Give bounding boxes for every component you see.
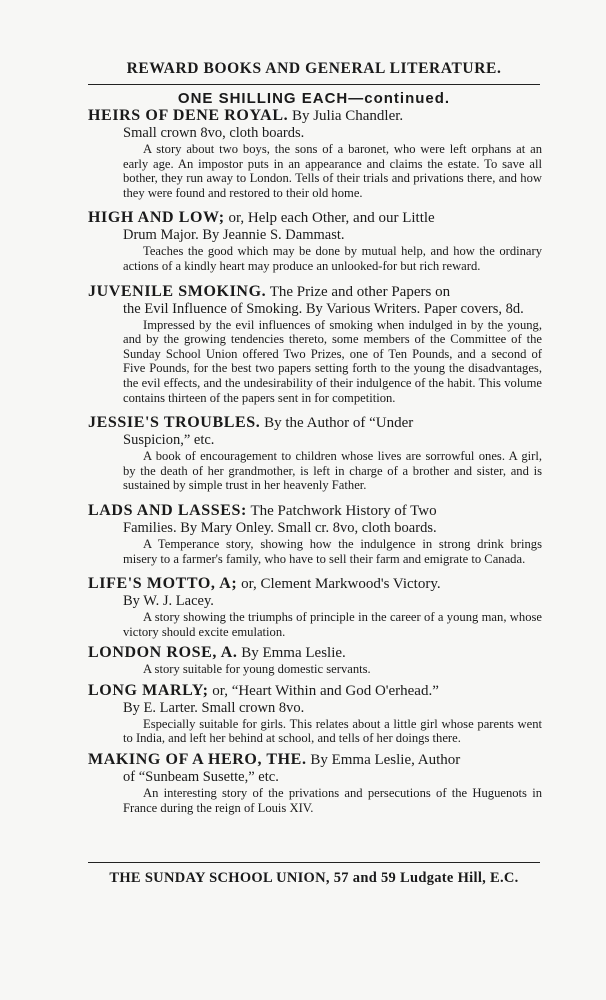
book-title: JESSIE'S TROUBLES. [88, 414, 261, 432]
book-description: A story about two boys, the sons of a baronet, who were left orphans at an early age. An impostor puts in an appearance and claims the estate. To save all bother, they run away to London. Tells of their trials and privations there, and how they were found and restored to their old home. [123, 142, 542, 200]
book-entry [88, 283, 542, 406]
book-title: HEIRS OF DENE ROYAL. [88, 107, 289, 124]
book-details: Drum Major. By Jeannie S. Dammast. [123, 227, 345, 244]
book-entry [88, 502, 542, 566]
book-details: Families. By Mary Onley. Small cr. 8vo, cloth boards. [123, 519, 437, 536]
book-title: LADS AND LASSES: [88, 501, 247, 519]
book-entry [88, 209, 542, 273]
book-list [88, 107, 542, 815]
book-title: LONDON ROSE, A. [88, 644, 238, 662]
book-description: Impressed by the evil influences of smoking when indulged in by the young, and by the growing tendencies thereto, some members of the Committee of the Sunday School Union offered Two Prizes, one of Ten Pounds, and a second of Five Pounds, for the best two papers setting forth to the young the disadvantages, the evil effects, and the undesirability of their indulgence of the habit. This volume contains thirteen of the papers sent in for competition. [123, 317, 542, 405]
book-entry [88, 414, 542, 493]
book-entry [88, 644, 542, 677]
book-entry [88, 751, 542, 815]
book-entry [88, 107, 542, 200]
book-details: the Evil Influence of Smoking. By Various Writers. Paper covers, 8d. [123, 300, 524, 317]
footer-rule [88, 862, 540, 863]
book-byline: By Julia Chandler. [291, 108, 404, 124]
book-details: Small crown 8vo, cloth boards. [123, 125, 305, 141]
book-details: By W. J. Lacey. [123, 593, 214, 610]
book-description: Especially suitable for girls. This relates about a little girl whose parents went to India, and left her behind at school, and tells of her doings there. [123, 716, 542, 746]
book-details: By E. Larter. Small crown 8vo. [123, 699, 305, 716]
book-byline: By Emma Leslie. [241, 645, 346, 662]
book-description: An interesting story of the privations and persecutions of the Huguenots in France during the reign of Louis XIV. [123, 786, 542, 815]
book-title: HIGH AND LOW; [88, 209, 225, 227]
book-byline: or, Clement Markwood's Victory. [241, 576, 441, 593]
book-byline: The Patchwork History of Two [250, 502, 437, 519]
book-title: MAKING OF A HERO, THE. [88, 751, 307, 769]
page-header: REWARD BOOKS AND GENERAL LITERATURE. [126, 60, 502, 77]
book-byline: The Prize and other Papers on [269, 283, 451, 300]
section-heading: ONE SHILLING EACH—continued. [177, 90, 451, 107]
book-title: JUVENILE SMOKING. [88, 282, 267, 300]
book-byline: or, Help each Other, and our Little [228, 210, 435, 227]
book-description: A story suitable for young domestic servants. [143, 662, 371, 677]
book-description: Teaches the good which may be done by mutual help, and how the ordinary actions of a kindly heart may produce an unlooked-for but rich reward. [123, 244, 542, 273]
book-entry [88, 575, 542, 639]
book-description: A Temperance story, showing how the indulgence in strong drink brings misery to a farmer's family, who have to sell their farm and emigrate to Canada. [123, 536, 542, 566]
book-byline: By Emma Leslie, Author [310, 752, 461, 769]
book-title: LONG MARLY; [88, 681, 209, 699]
book-description: A book of encouragement to children whose lives are sorrowful ones. A girl, by the death of her grandmother, is left in charge of a brother and sister, and is sustained by simple trust in her heavenly Father. [123, 449, 542, 493]
book-entry [88, 682, 542, 746]
book-details: of “Sunbeam Susette,” etc. [123, 769, 279, 786]
book-description: A story showing the triumphs of principle in the career of a young man, whose victory should excite emulation. [123, 610, 542, 639]
book-details: Suspicion,” etc. [123, 432, 215, 449]
publisher-footer: THE SUNDAY SCHOOL UNION, 57 and 59 Ludgate Hill, E.C. [109, 870, 519, 886]
book-title: LIFE'S MOTTO, A; [88, 575, 238, 593]
book-byline: or, “Heart Within and God O'erhead.” [212, 682, 439, 699]
header-rule [88, 84, 540, 85]
book-byline: By the Author of “Under [264, 415, 414, 432]
